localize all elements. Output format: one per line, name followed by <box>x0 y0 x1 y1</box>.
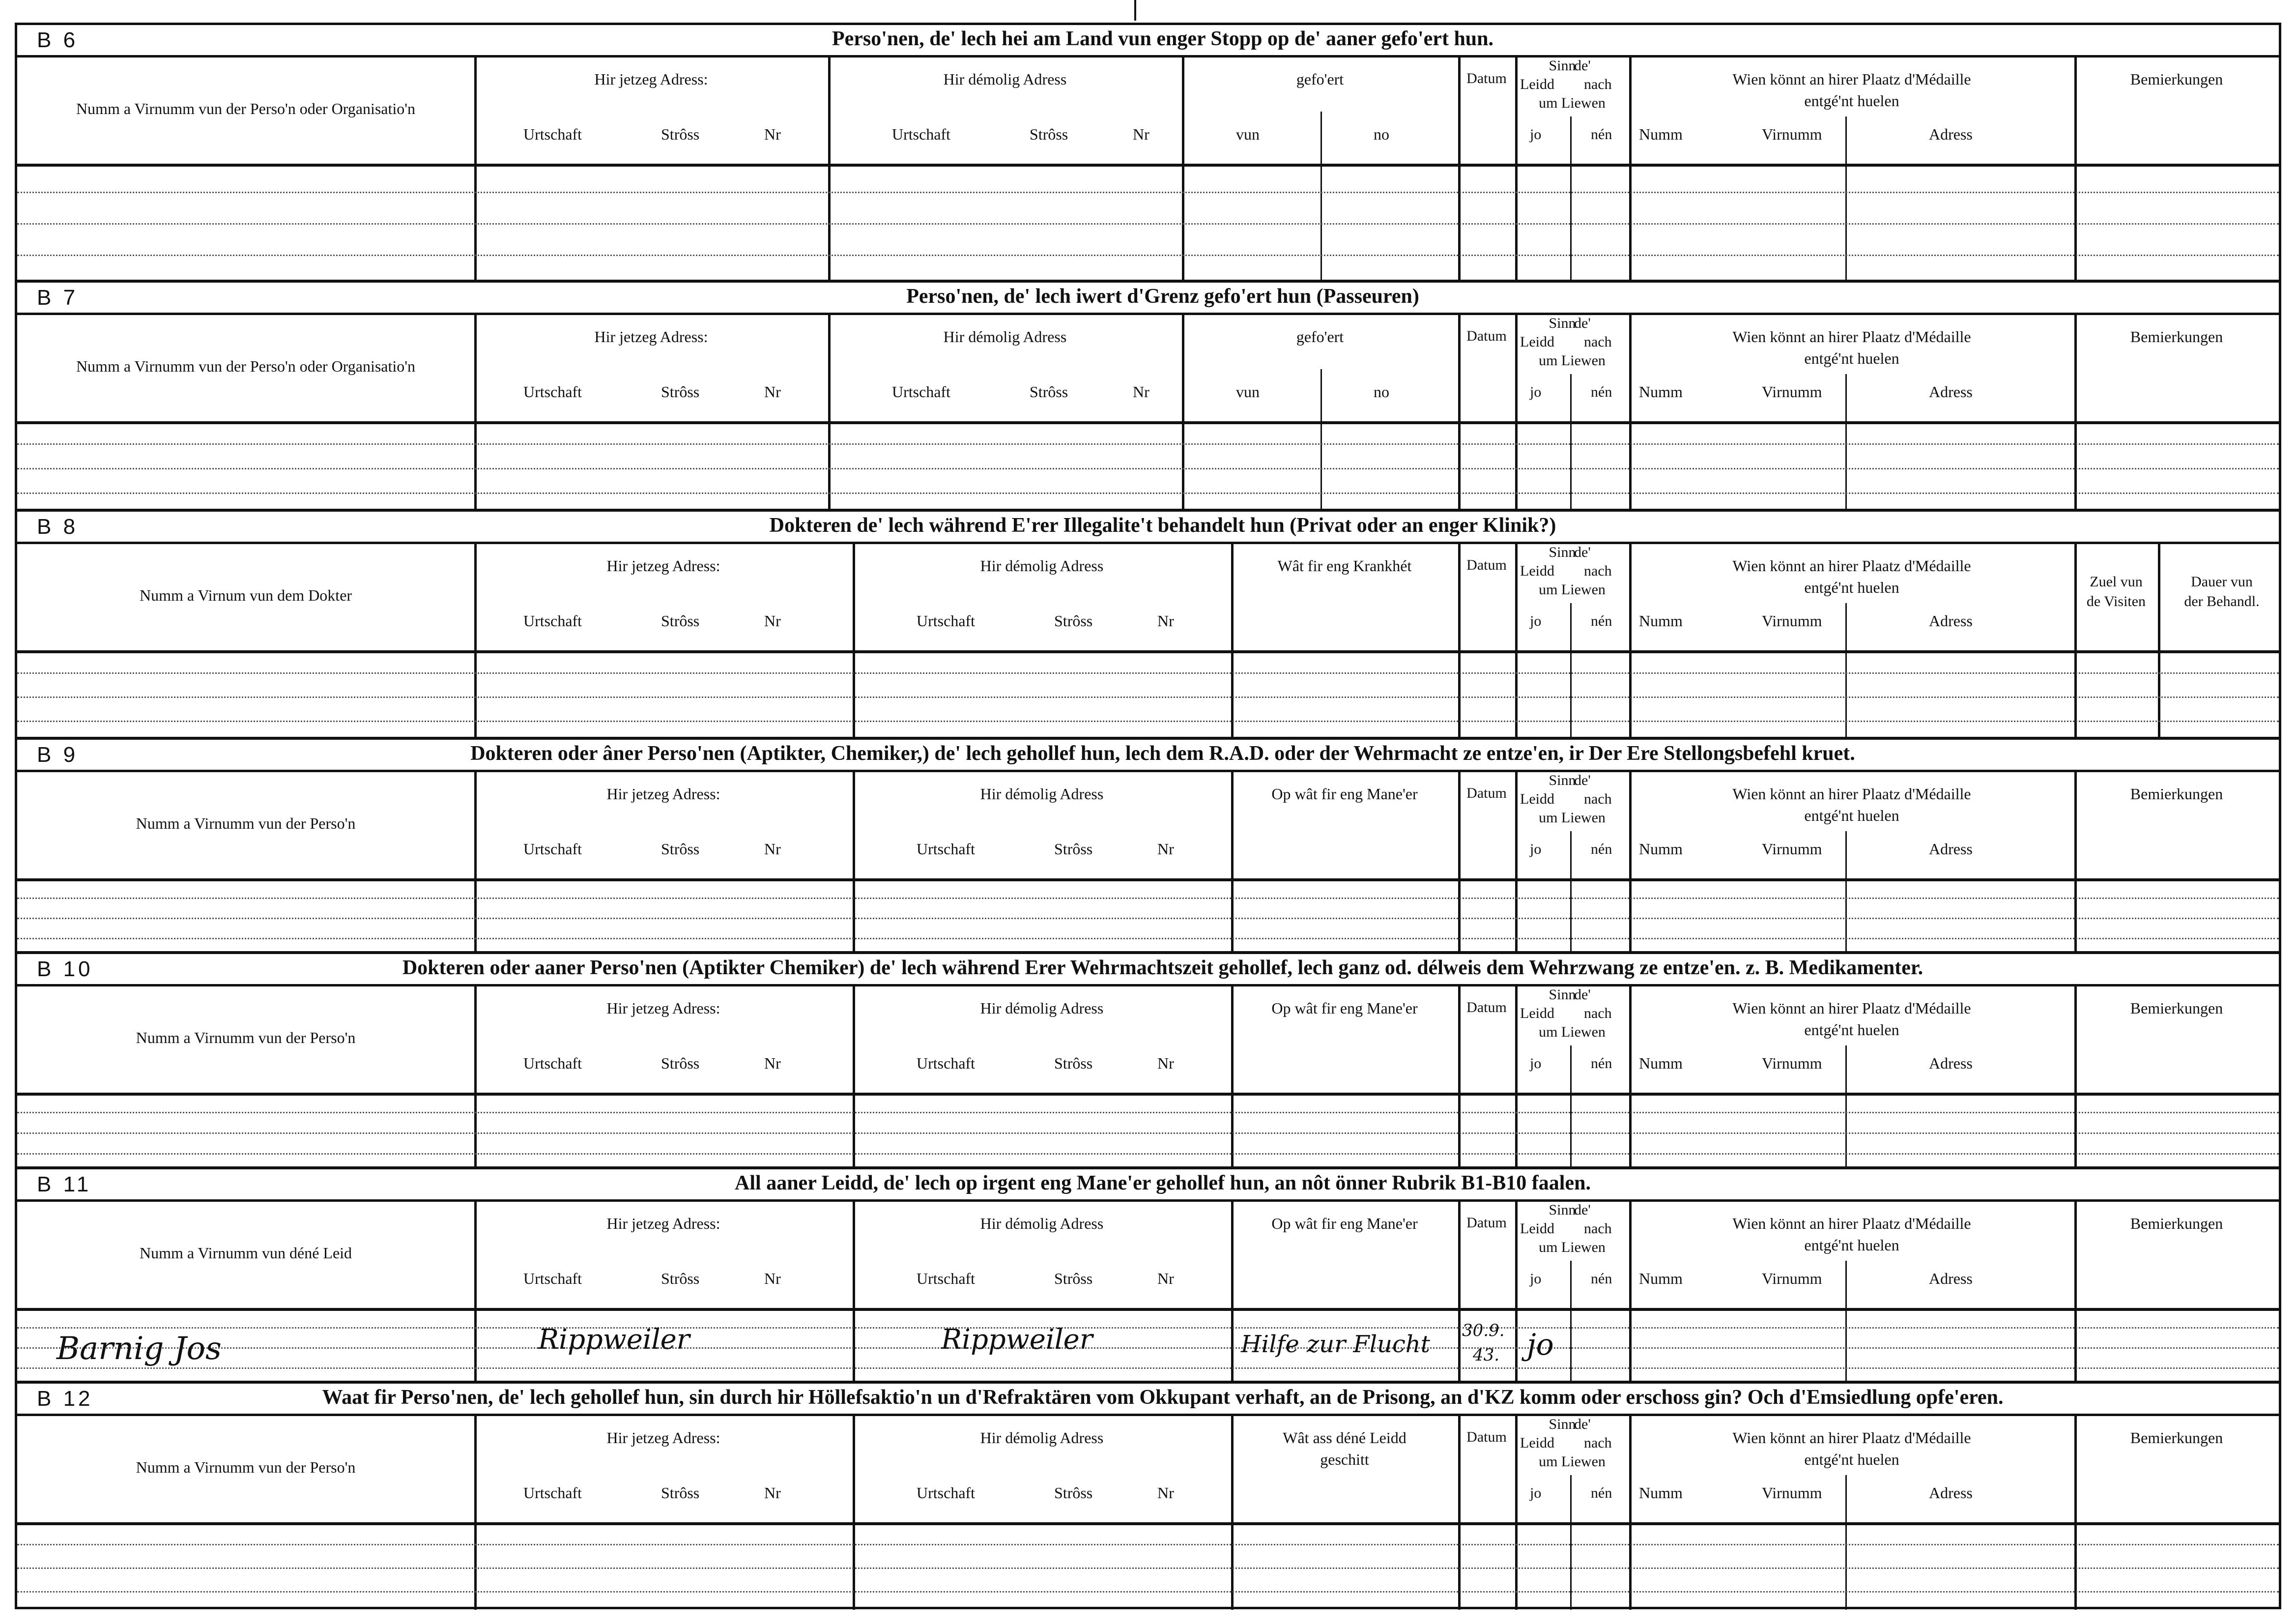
from-label: vun <box>1236 125 1260 143</box>
sub-divider <box>1320 112 1322 164</box>
yes-label: jo <box>1530 1485 1542 1501</box>
number-label: Nr <box>1157 1054 1174 1072</box>
name-column-header: Numm a Virnum vun dem Dokter <box>139 586 352 604</box>
former-address-header: Hir démolig Adress <box>943 328 1067 346</box>
column-header-row <box>17 58 2279 167</box>
dotted-line <box>17 721 2279 722</box>
dotted-line <box>17 493 2279 494</box>
survived-header: de' <box>1574 315 1591 331</box>
section-code: B 10 <box>37 957 93 981</box>
no-label: nén <box>1591 613 1612 629</box>
entry-help-mode: Hilfe zur Flucht <box>1241 1331 1431 1358</box>
dotted-line <box>17 696 2279 698</box>
street-label: Strôss <box>661 1270 700 1287</box>
locality-label: Urtschaft <box>523 1054 582 1072</box>
address-label: Adress <box>1929 1484 1973 1502</box>
dotted-line <box>17 918 2279 919</box>
sub-divider <box>1570 116 1572 164</box>
middle-column-header: Wât fir eng Krankhét <box>1277 557 1412 575</box>
middle-column-header-2: geschitt <box>1320 1450 1369 1468</box>
yes-label: jo <box>1530 841 1542 857</box>
dotted-line <box>17 1153 2279 1155</box>
sub-divider <box>1845 374 1847 421</box>
survived-header: Sinn <box>1549 772 1576 788</box>
middle-column-header: Wât ass déné Leidd <box>1283 1429 1406 1447</box>
survived-header: de' <box>1574 1416 1591 1432</box>
remarks-header: Bemierkungen <box>2130 1429 2223 1447</box>
current-address-header: Hir jetzeg Adress: <box>594 70 708 88</box>
column-header-row <box>17 772 2279 881</box>
locality-label: Urtschaft <box>917 1054 976 1072</box>
surname-label: Numm <box>1639 125 1683 143</box>
locality-label: Urtschaft <box>892 125 951 143</box>
survived-header: nach <box>1584 563 1612 579</box>
medal-recipient-header: Wien könnt an hirer Plaatz d'Médaille <box>1732 557 1971 575</box>
yes-label: jo <box>1530 384 1542 400</box>
dotted-line <box>17 1327 2279 1329</box>
sub-divider <box>1845 603 1847 650</box>
medal-recipient-header: Wien könnt an hirer Plaatz d'Médaille <box>1732 1429 1971 1447</box>
no-label: nén <box>1591 1485 1612 1501</box>
former-address-header: Hir démolig Adress <box>980 999 1104 1017</box>
surname-label: Numm <box>1639 1270 1683 1287</box>
number-label: Nr <box>1157 612 1174 630</box>
section-title: Waat fir Perso'nen, de' lech gehollef hun, sin durch hir Höllefsaktio'n un d'Refraktären vom Okkupant verhaft, an de Prisong, an d'KZ komm oder erschoss gin? Och d'Emsiedlung opfe'eren. <box>322 1386 2004 1409</box>
sub-divider <box>1570 1475 1572 1522</box>
former-address-header: Hir démolig Adress <box>980 1215 1104 1232</box>
locality-label: Urtschaft <box>917 1270 976 1287</box>
sub-divider <box>1570 1261 1572 1308</box>
sub-divider <box>1845 1475 1847 1522</box>
survived-header: Leidd <box>1520 563 1554 579</box>
former-address-header: Hir démolig Adress <box>980 785 1104 803</box>
survived-header: nach <box>1584 1220 1612 1237</box>
section-code: B 12 <box>37 1387 93 1411</box>
number-label: Nr <box>764 1484 781 1502</box>
column-header-row <box>17 315 2279 424</box>
address-label: Adress <box>1929 612 1973 630</box>
dotted-line <box>17 255 2279 256</box>
remarks-header: Bemierkungen <box>2130 785 2223 803</box>
survived-header: Leidd <box>1520 76 1554 92</box>
section-header <box>17 740 2279 772</box>
sub-divider <box>1570 1045 1572 1093</box>
number-label: Nr <box>764 612 781 630</box>
yes-label: jo <box>1530 1055 1542 1072</box>
survived-header: Sinn <box>1549 1416 1576 1432</box>
section-title: Dokteren de' lech während E'rer Illegalite't behandelt hun (Privat oder an enger Klinik?) <box>769 514 1556 537</box>
surname-label: Numm <box>1639 612 1683 630</box>
number-label: Nr <box>764 1054 781 1072</box>
section-title: Dokteren oder âner Perso'nen (Aptikter, Chemiker,) de' lech gehollef hun, lech dem R.A.D. oder der Wehrmacht ze entze'en, ir Der Ere Stellongsbefehl kruet. <box>470 742 1855 765</box>
survived-header: um Liewen <box>1539 1453 1606 1470</box>
name-column-header: Numm a Virnumm vun der Perso'n oder Organisatio'n <box>76 357 416 375</box>
number-label: Nr <box>1133 125 1149 143</box>
surname-label: Numm <box>1639 1484 1683 1502</box>
medal-recipient-header: Wien könnt an hirer Plaatz d'Médaille <box>1732 328 1971 346</box>
medal-recipient-header: entgé'nt huelen <box>1804 1450 1899 1468</box>
locality-label: Urtschaft <box>523 383 582 401</box>
address-label: Adress <box>1929 1270 1973 1287</box>
street-label: Strôss <box>1054 1270 1093 1287</box>
former-address-header: Hir démolig Adress <box>980 557 1104 575</box>
street-label: Strôss <box>661 840 700 858</box>
survived-header: de' <box>1574 544 1591 560</box>
current-address-header: Hir jetzeg Adress: <box>594 328 708 346</box>
section-code: B 8 <box>37 515 79 539</box>
survived-header: nach <box>1584 76 1612 92</box>
street-label: Strôss <box>661 1054 700 1072</box>
survived-header: um Liewen <box>1539 581 1606 598</box>
dotted-line <box>17 192 2279 193</box>
street-label: Strôss <box>1054 612 1093 630</box>
sub-divider <box>1845 116 1847 164</box>
entry-former-locality: Rippweiler <box>941 1324 1093 1356</box>
survived-header: Sinn <box>1549 544 1576 560</box>
top-tick-mark <box>1134 0 1136 21</box>
number-label: Nr <box>1157 1270 1174 1287</box>
firstname-label: Virnumm <box>1762 383 1822 401</box>
section-title: Dokteren oder aaner Perso'nen (Aptikter Chemiker) de' lech während Erer Wehrmachtszeit gehollef, lech ganz od. délweis dem Wehrzwang ze entze'en. z. B. Medikamenter. <box>402 957 1923 979</box>
firstname-label: Virnumm <box>1762 612 1822 630</box>
sub-divider <box>1570 374 1572 421</box>
locality-label: Urtschaft <box>917 840 976 858</box>
dotted-line <box>17 468 2279 469</box>
remarks-header: Bemierkungen <box>2130 999 2223 1017</box>
medal-recipient-header: entgé'nt huelen <box>1804 1236 1899 1254</box>
locality-label: Urtschaft <box>523 612 582 630</box>
entry-rows <box>17 1525 2279 1610</box>
middle-column-header: Op wât fir eng Mane'er <box>1271 785 1418 803</box>
survived-header: Sinn <box>1549 1202 1576 1218</box>
entry-rows <box>17 653 2279 740</box>
firstname-label: Virnumm <box>1762 840 1822 858</box>
medal-recipient-header: entgé'nt huelen <box>1804 807 1899 824</box>
section-header <box>17 1384 2279 1416</box>
survived-header: nach <box>1584 791 1612 807</box>
address-label: Adress <box>1929 125 1973 143</box>
section-b6 <box>17 25 2279 280</box>
survived-header: Leidd <box>1520 1220 1554 1237</box>
medal-recipient-header: entgé'nt huelen <box>1804 92 1899 110</box>
dotted-line <box>17 443 2279 445</box>
number-label: Nr <box>1157 1484 1174 1502</box>
medal-recipient-header: Wien könnt an hirer Plaatz d'Médaille <box>1732 785 1971 803</box>
visits-header: de Visiten <box>2086 593 2146 609</box>
section-code: B 7 <box>37 286 79 310</box>
duration-header: Dauer vun <box>2191 574 2253 590</box>
date-header: Datum <box>1466 328 1507 344</box>
section-header <box>17 954 2279 986</box>
locality-label: Urtschaft <box>917 612 976 630</box>
survived-header: Leidd <box>1520 791 1554 807</box>
section-b7 <box>17 280 2279 509</box>
number-label: Nr <box>764 383 781 401</box>
former-address-header: Hir démolig Adress <box>980 1429 1104 1447</box>
entry-rows <box>17 424 2279 512</box>
name-column-header: Numm a Virnumm vun der Perso'n <box>136 1458 356 1476</box>
street-label: Strôss <box>661 1484 700 1502</box>
dotted-line <box>17 1347 2279 1349</box>
address-label: Adress <box>1929 840 1973 858</box>
street-label: Strôss <box>661 612 700 630</box>
number-label: Nr <box>1157 840 1174 858</box>
number-label: Nr <box>1133 383 1149 401</box>
name-column-header: Numm a Virnumm vun déné Leid <box>139 1244 352 1262</box>
survived-header: nach <box>1584 334 1612 350</box>
survived-header: Sinn <box>1549 315 1576 331</box>
survived-header: de' <box>1574 986 1591 1003</box>
date-header: Datum <box>1466 557 1507 573</box>
dotted-line <box>17 1367 2279 1369</box>
dotted-line <box>17 1132 2279 1134</box>
survived-header: nach <box>1584 1005 1612 1021</box>
street-label: Strôss <box>1030 383 1068 401</box>
street-label: Strôss <box>1054 1054 1093 1072</box>
firstname-label: Virnumm <box>1762 1054 1822 1072</box>
survived-header: Leidd <box>1520 1005 1554 1021</box>
date-header: Datum <box>1466 1429 1507 1445</box>
survived-header: de' <box>1574 1202 1591 1218</box>
medal-recipient-header: Wien könnt an hirer Plaatz d'Médaille <box>1732 70 1971 88</box>
survived-header: Sinn <box>1549 986 1576 1003</box>
questionnaire-form <box>15 23 2281 1609</box>
number-label: Nr <box>764 125 781 143</box>
date-header: Datum <box>1466 785 1507 801</box>
remarks-header: Bemierkungen <box>2130 1215 2223 1232</box>
no-label: nén <box>1591 126 1612 143</box>
surname-label: Numm <box>1639 383 1683 401</box>
remarks-header: Bemierkungen <box>2130 70 2223 88</box>
dotted-line <box>17 1544 2279 1545</box>
sub-divider <box>1570 831 1572 878</box>
current-address-header: Hir jetzeg Adress: <box>606 999 720 1017</box>
yes-label: jo <box>1530 1271 1542 1287</box>
survived-header: Leidd <box>1520 334 1554 350</box>
medal-recipient-header: Wien könnt an hirer Plaatz d'Médaille <box>1732 999 1971 1017</box>
survived-header: Leidd <box>1520 1435 1554 1451</box>
section-b10 <box>17 951 2279 1166</box>
street-label: Strôss <box>661 383 700 401</box>
entry-rows <box>17 167 2279 280</box>
section-header <box>17 283 2279 315</box>
medal-recipient-header: entgé'nt huelen <box>1804 349 1899 367</box>
current-address-header: Hir jetzeg Adress: <box>606 785 720 803</box>
street-label: Strôss <box>1054 1484 1093 1502</box>
section-code: B 6 <box>37 28 79 52</box>
current-address-header: Hir jetzeg Adress: <box>606 1215 720 1232</box>
medal-recipient-header: Wien könnt an hirer Plaatz d'Médaille <box>1732 1215 1971 1232</box>
section-title: Perso'nen, de' lech hei am Land vun enger Stopp op de' aaner gefo'ert hun. <box>832 28 1494 50</box>
dotted-line <box>17 1567 2279 1569</box>
address-label: Adress <box>1929 1054 1973 1072</box>
column-header-row <box>17 1202 2279 1311</box>
section-b12 <box>17 1381 2279 1607</box>
visits-header: Zuel vun <box>2090 574 2143 590</box>
section-header <box>17 25 2279 58</box>
no-label: nén <box>1591 384 1612 400</box>
locality-label: Urtschaft <box>523 840 582 858</box>
dotted-line <box>17 1112 2279 1113</box>
locality-label: Urtschaft <box>523 125 582 143</box>
dotted-line <box>17 1591 2279 1593</box>
dotted-line <box>17 672 2279 674</box>
middle-column-header: gefo'ert <box>1296 70 1344 88</box>
dotted-line <box>17 938 2279 939</box>
medal-recipient-header: entgé'nt huelen <box>1804 579 1899 596</box>
sub-divider <box>1845 1261 1847 1308</box>
dotted-line <box>17 898 2279 899</box>
current-address-header: Hir jetzeg Adress: <box>606 557 720 575</box>
section-b11 <box>17 1166 2279 1381</box>
column-header-row <box>17 544 2279 653</box>
locality-label: Urtschaft <box>892 383 951 401</box>
duration-header: der Behandl. <box>2184 593 2260 609</box>
survived-header: de' <box>1574 772 1591 788</box>
street-label: Strôss <box>1054 840 1093 858</box>
sub-divider <box>1570 603 1572 650</box>
date-header: Datum <box>1466 1215 1507 1231</box>
name-column-header: Numm a Virnumm vun der Perso'n oder Organisatio'n <box>76 100 416 117</box>
entry-date-year: 43. <box>1473 1345 1500 1365</box>
surname-label: Numm <box>1639 840 1683 858</box>
entry-name: Barnig Jos <box>57 1331 222 1367</box>
dotted-line <box>17 223 2279 225</box>
locality-label: Urtschaft <box>917 1484 976 1502</box>
locality-label: Urtschaft <box>523 1270 582 1287</box>
yes-label: jo <box>1530 126 1542 143</box>
middle-column-header: gefo'ert <box>1296 328 1344 346</box>
to-label: no <box>1374 125 1389 143</box>
locality-label: Urtschaft <box>523 1484 582 1502</box>
street-label: Strôss <box>661 125 700 143</box>
medal-recipient-header: entgé'nt huelen <box>1804 1021 1899 1039</box>
date-header: Datum <box>1466 70 1507 87</box>
survived-header: nach <box>1584 1435 1612 1451</box>
former-address-header: Hir démolig Adress <box>943 70 1067 88</box>
section-b9 <box>17 737 2279 951</box>
entry-rows <box>17 1311 2279 1384</box>
section-b8 <box>17 509 2279 737</box>
entry-rows <box>17 881 2279 954</box>
middle-column-header: Op wât fir eng Mane'er <box>1271 999 1418 1017</box>
survived-header: um Liewen <box>1539 810 1606 826</box>
number-label: Nr <box>764 1270 781 1287</box>
column-header-row <box>17 986 2279 1096</box>
no-label: nén <box>1591 1271 1612 1287</box>
to-label: no <box>1374 383 1389 401</box>
street-label: Strôss <box>1030 125 1068 143</box>
no-label: nén <box>1591 841 1612 857</box>
sub-divider <box>1320 369 1322 421</box>
number-label: Nr <box>764 840 781 858</box>
entry-rows <box>17 1096 2279 1169</box>
column-header-row <box>17 1416 2279 1525</box>
sub-divider <box>1845 831 1847 878</box>
address-label: Adress <box>1929 383 1973 401</box>
current-address-header: Hir jetzeg Adress: <box>606 1429 720 1447</box>
no-label: nén <box>1591 1055 1612 1072</box>
section-header <box>17 1169 2279 1202</box>
survived-header: um Liewen <box>1539 95 1606 111</box>
middle-column-header: Op wât fir eng Mane'er <box>1271 1215 1418 1232</box>
section-title: Perso'nen, de' lech iwert d'Grenz gefo'ert hun (Passeuren) <box>906 285 1419 308</box>
yes-label: jo <box>1530 613 1542 629</box>
survived-header: de' <box>1574 58 1591 74</box>
entry-survived-yes: jo <box>1527 1328 1554 1362</box>
survived-header: um Liewen <box>1539 1024 1606 1040</box>
section-title: All aaner Leidd, de' lech op irgent eng Mane'er gehollef hun, an nôt önner Rubrik B1-B10 faalen. <box>735 1172 1591 1194</box>
survived-header: Sinn <box>1549 58 1576 74</box>
entry-date: 30.9. <box>1462 1321 1505 1340</box>
firstname-label: Virnumm <box>1762 1484 1822 1502</box>
entry-current-locality: Rippweiler <box>538 1324 690 1356</box>
name-column-header: Numm a Virnumm vun der Perso'n <box>136 814 356 832</box>
name-column-header: Numm a Virnumm vun der Perso'n <box>136 1029 356 1046</box>
remarks-header: Bemierkungen <box>2130 328 2223 346</box>
firstname-label: Virnumm <box>1762 125 1822 143</box>
section-header <box>17 512 2279 544</box>
date-header: Datum <box>1466 999 1507 1015</box>
section-code: B 9 <box>37 743 79 767</box>
section-code: B 11 <box>37 1172 92 1196</box>
survived-header: um Liewen <box>1539 352 1606 369</box>
from-label: vun <box>1236 383 1260 401</box>
sub-divider <box>1845 1045 1847 1093</box>
survived-header: um Liewen <box>1539 1239 1606 1255</box>
surname-label: Numm <box>1639 1054 1683 1072</box>
firstname-label: Virnumm <box>1762 1270 1822 1287</box>
